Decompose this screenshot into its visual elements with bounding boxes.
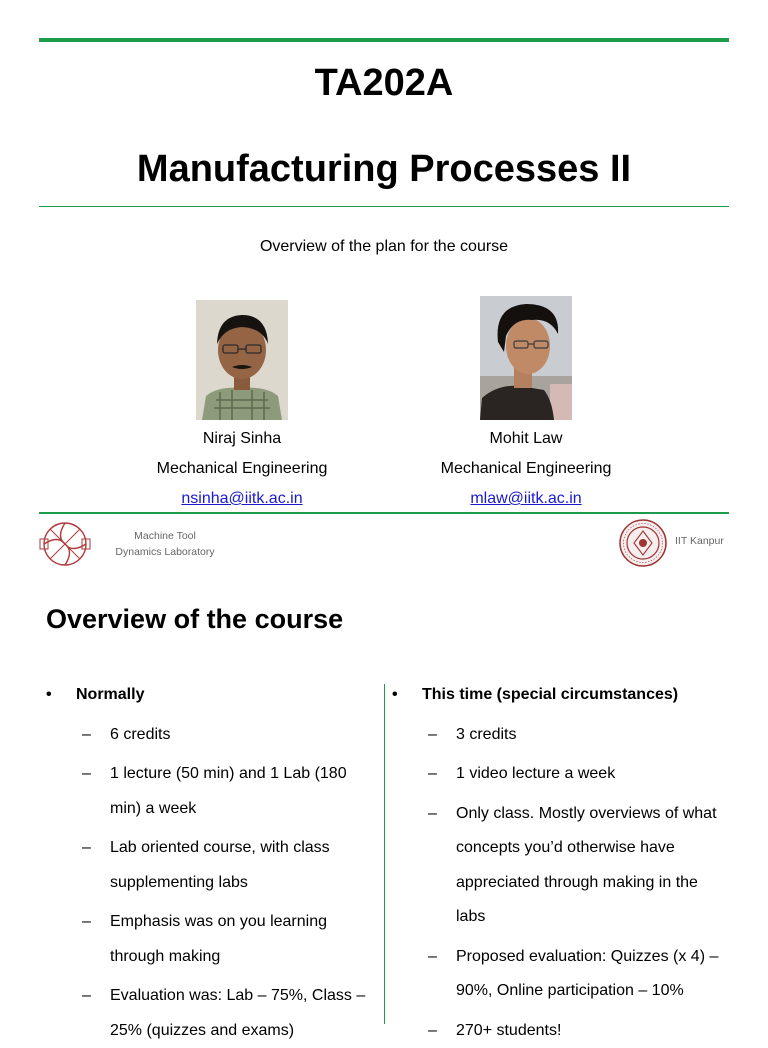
footer-rule <box>39 512 729 514</box>
lab-name <box>100 528 230 560</box>
right-column <box>392 678 728 1048</box>
instructor-name: Mohit Law <box>386 424 666 454</box>
list-item: – Lab oriented course, with class supplementing labs <box>46 831 376 900</box>
instructor-email-link[interactable]: nsinha@iitk.ac.in <box>181 490 302 507</box>
instructor-name: Niraj Sinha <box>102 424 382 454</box>
left-column <box>46 678 376 1048</box>
list-item: – 1 video lecture a week <box>392 757 728 792</box>
slide2-title: Overview of the course <box>46 604 343 635</box>
lab-logo-icon <box>38 519 92 569</box>
left-column-heading: • Normally <box>46 678 376 713</box>
list-item: – Evaluation was: Lab – 75%, Class – 25% (quizzes and exams) <box>46 979 376 1048</box>
lab-name-line1: Machine Tool <box>100 528 230 544</box>
list-item: – Proposed evaluation: Quizzes (x 4) – 90%, Online participation – 10% <box>392 940 728 1009</box>
title-rule <box>39 206 729 207</box>
top-rule <box>39 38 729 42</box>
institute-name: IIT Kanpur <box>675 533 724 549</box>
instructor-photo <box>196 300 288 420</box>
instructor-card-law <box>386 296 666 514</box>
list-item: – 1 lecture (50 min) and 1 Lab (180 min) a week <box>46 757 376 826</box>
list-item: – Emphasis was on you learning through making <box>46 905 376 974</box>
instructor-department: Mechanical Engineering <box>102 454 382 484</box>
instructor-photo <box>480 296 572 420</box>
lab-name-line2: Dynamics Laboratory <box>100 544 230 560</box>
list-item: – 6 credits <box>46 718 376 753</box>
slide-subtitle: Overview of the plan for the course <box>0 238 768 256</box>
list-item: – Only class. Mostly overviews of what concepts you’d otherwise have appreciated through making in the labs <box>392 797 728 935</box>
column-divider <box>384 684 385 1024</box>
instructor-email-link[interactable]: mlaw@iitk.ac.in <box>470 490 581 507</box>
instructor-department: Mechanical Engineering <box>386 454 666 484</box>
right-column-heading: • This time (special circumstances) <box>392 678 728 713</box>
institute-seal-icon <box>618 518 668 568</box>
course-code-title: TA202A <box>0 62 768 105</box>
list-item: – 270+ students! <box>392 1014 728 1048</box>
list-item: – 3 credits <box>392 718 728 753</box>
instructor-card-sinha <box>102 300 382 514</box>
course-name-title: Manufacturing Processes II <box>0 148 768 191</box>
